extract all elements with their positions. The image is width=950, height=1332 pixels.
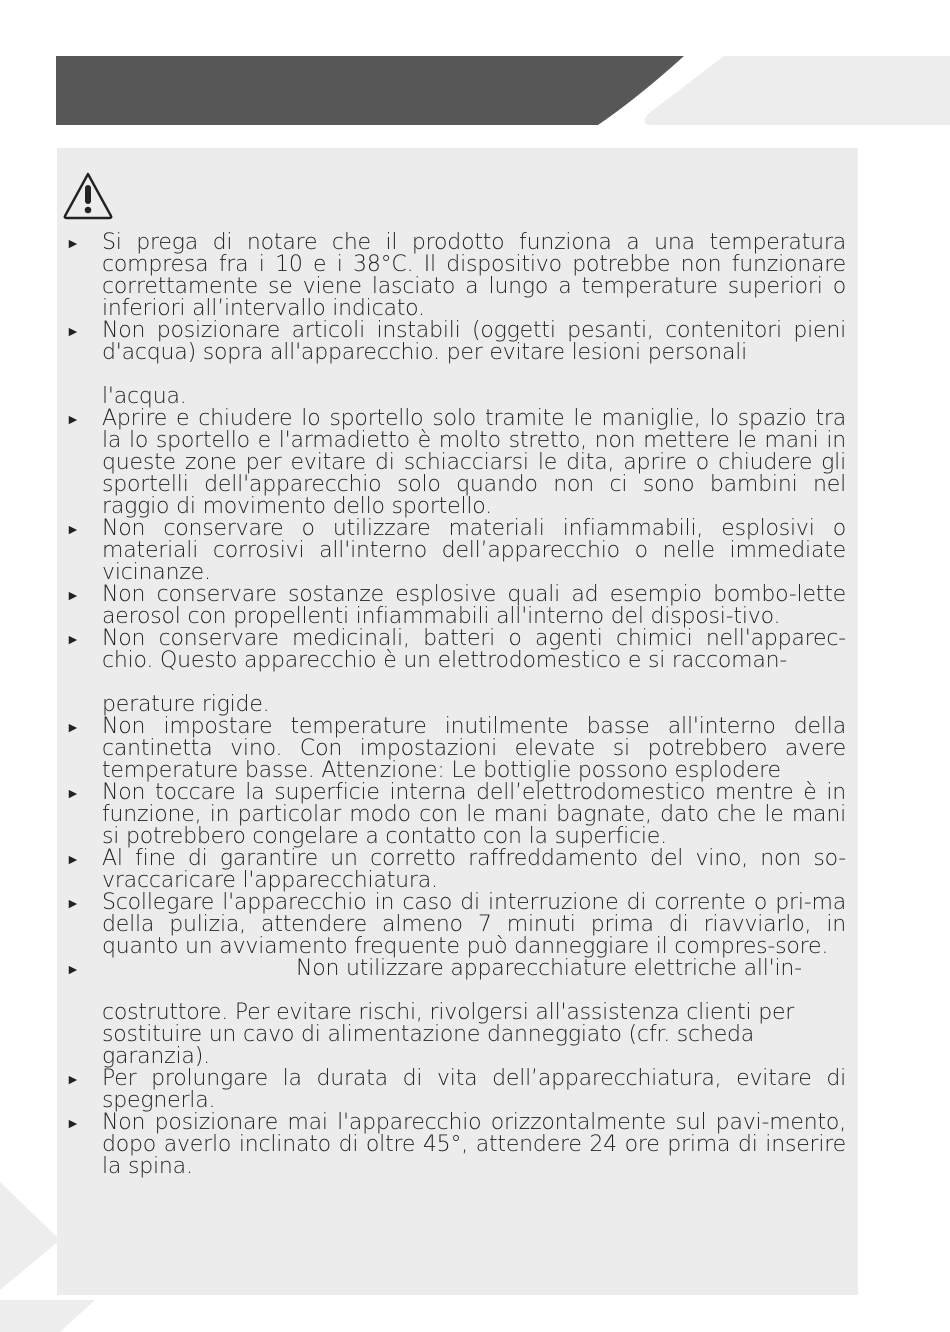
play-arrow-icon: ► (66, 1072, 80, 1088)
play-arrow-icon: ► (66, 324, 80, 340)
list-item-continuation: l'acqua. (102, 384, 187, 409)
play-arrow-icon: ► (66, 962, 80, 978)
list-item: ► Non conservare o utilizzare materiali infiammabili, esplosivi o materiali corrosivi all'interno dell’apparecchio o nelle immediate vicinanze. (66, 516, 846, 585)
corner-shape (0, 1182, 60, 1290)
list-item-continuation: costruttore. Per evitare rischi, rivolgersi all'assistenza clienti per sostituire un cavo di alimentazione danneggiato (cfr. scheda garanzia). (102, 1000, 795, 1069)
list-item: ► Per prolungare la durata di vita dell’apparecchiatura, evitare di spegnerla. (66, 1066, 846, 1113)
list-item: ► Si prega di notare che il prodotto funziona a una temperatura compresa fra i 10 e i 38°C. Il dispositivo potrebbe non funzionare correttamente se viene lasciato a lungo a temperature superiori o inferiori all’intervallo indicato. (66, 230, 846, 321)
play-arrow-icon: ► (66, 236, 80, 252)
list-item: ► Non conservare medicinali, batteri o agenti chimici nell'apparec-chio. Questo apparecchio è un elettrodomestico e si raccoman- (66, 626, 846, 673)
header-tab (644, 56, 950, 125)
list-item: ► Non toccare la superficie interna dell’elettrodomestico mentre è in funzione, in particolar modo con le mani bagnate, dato che le mani si potrebbero congelare a contatto con la superficie. (66, 780, 846, 849)
list-item: ► Non conservare sostanze esplosive quali ad esempio bombo-lette aerosol con propellenti infiammabili all'interno del disposi-tivo. (66, 582, 846, 629)
list-item: ► Non impostare temperature inutilmente basse all'interno della cantinetta vino. Con impostazioni elevate si potrebbero avere temperature basse. Attenzione: Le bottiglie possono esplodere (66, 714, 846, 783)
safety-instructions-list (66, 232, 846, 1178)
list-item: ► Non utilizzare apparecchiature elettriche all'in- (66, 956, 802, 981)
warning-triangle-icon (62, 170, 114, 222)
play-arrow-icon: ► (66, 720, 80, 736)
header-band (56, 56, 684, 125)
play-arrow-icon: ► (66, 412, 80, 428)
list-item: ► Non posizionare articoli instabili (oggetti pesanti, contenitori pieni d'acqua) sopra all'apparecchio. per evitare lesioni personali (66, 318, 846, 365)
play-arrow-icon: ► (66, 1116, 80, 1132)
list-item: ► Aprire e chiudere lo sportello solo tramite le maniglie, lo spazio tra la lo sportello e l'armadietto è molto stretto, non mettere le mani in queste zone per evitare di schiacciarsi le dita, aprire o chiudere gli sportelli dell'apparecchio solo quando non ci sono bambini nel raggio di movimento dello sportello. (66, 406, 846, 519)
list-item: ► Scollegare l'apparecchio in caso di interruzione di corrente o pri-ma della pulizia, attendere almeno 7 minuti prima di riavviarlo, in quanto un avviamento frequente può danneggiare il compres-sore. (66, 890, 846, 959)
list-item: ► Al fine di garantire un corretto raffreddamento del vino, non so-vraccaricare l'apparecchiatura. (66, 846, 846, 893)
corner-shape-bottom (0, 1300, 95, 1332)
play-arrow-icon: ► (66, 786, 80, 802)
play-arrow-icon: ► (66, 522, 80, 538)
list-item: ► Non posizionare mai l'apparecchio orizzontalmente sul pavi-mento, dopo averlo inclinato di oltre 45°, attendere 24 ore prima di inserire la spina. (66, 1110, 846, 1179)
play-arrow-icon: ► (66, 588, 80, 604)
play-arrow-icon: ► (66, 896, 80, 912)
play-arrow-icon: ► (66, 632, 80, 648)
play-arrow-icon: ► (66, 852, 80, 868)
list-item-continuation: perature rigide. (102, 692, 270, 717)
